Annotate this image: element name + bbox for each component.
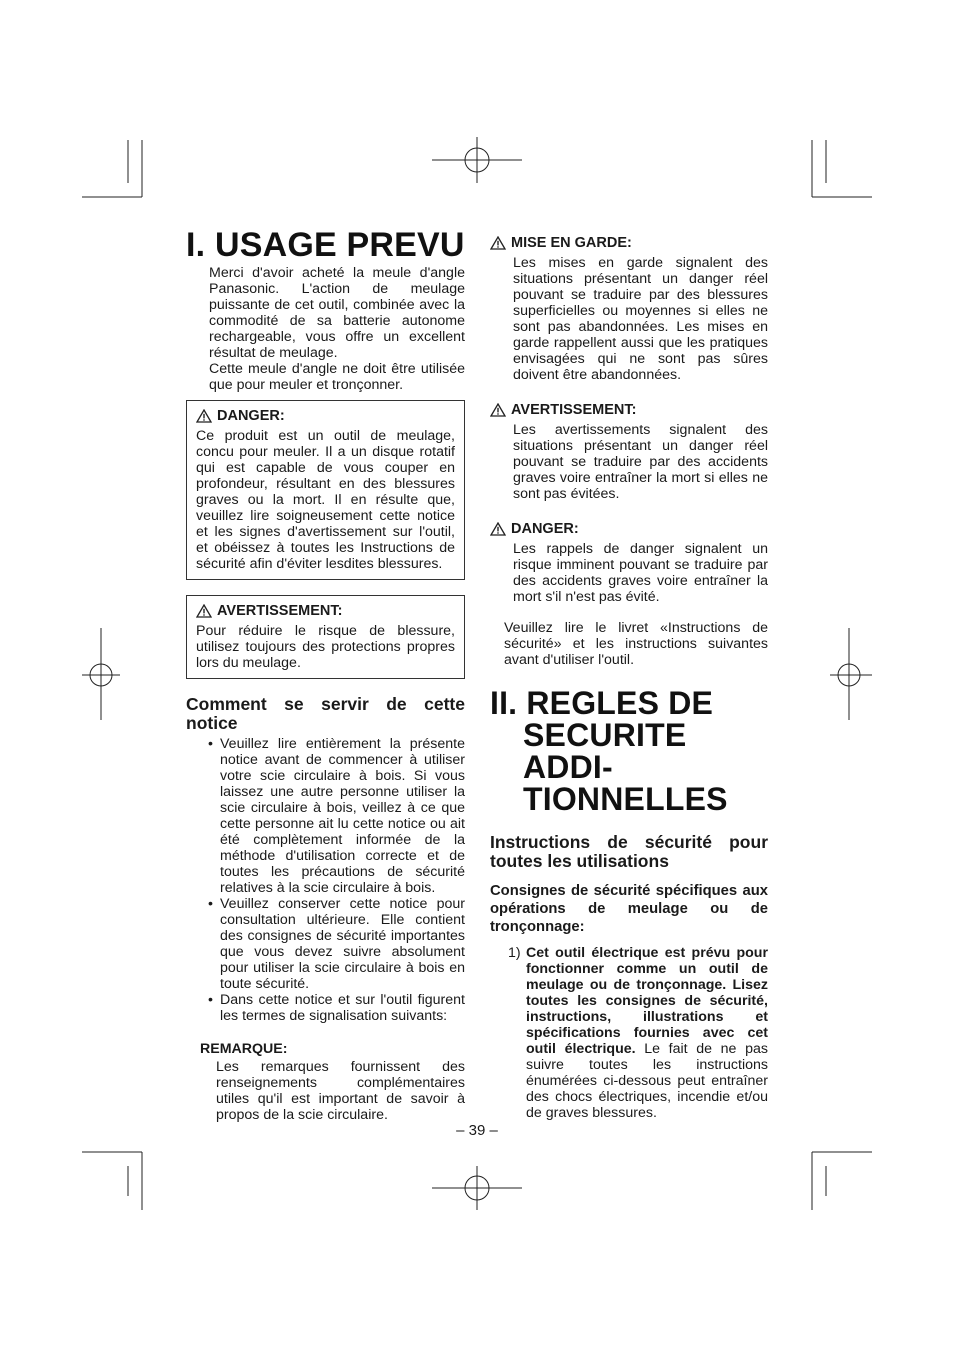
warning-box-text: Pour réduire le risque de blessure, utilisez toujours des protections propres lors du meulage. [196, 623, 455, 671]
list-item: • Veuillez conserver cette notice pour consultation ultérieure. Elle contient des consignes de sécurité importantes que vous devez suivre absolument pour utiliser la scie circulaire à bois en toute sécurité. [208, 896, 465, 992]
remarque-text: Les remarques fournissent des renseignements complémentaires utiles qu'il est important de savoir à propos de la scie circulaire. [216, 1059, 465, 1123]
heading-usage-prevu: I. USAGE PREVU [186, 226, 465, 264]
danger-text: Les rappels de danger signalent un risque imminent pouvant se traduire par des accidents graves voire entraîner la mort s'il n'est pas évité. [513, 541, 768, 605]
danger-title [490, 520, 768, 538]
item-paragraph [526, 945, 768, 1121]
list-item: • Dans cette notice et sur l'outil figurent les termes de signalisation suivants: [208, 992, 465, 1024]
item-text: Le fait de ne pas suivre toutes les instructions énumérées ci-dessous peut entraîner des chocs électriques, incendie et/ou de graves blessures. [526, 1041, 768, 1121]
danger-box-text: Ce produit est un outil de meulage, concu pour meuler. Il a un disque rotatif qui est capable de vous couper en profondeur, résultant en des blessures graves ou la mort. Il en résulte que, veuillez lire soigneusement cette notice et les signes d'avertissement sur l'outil, et obéissez à toutes les Instructions de sécurité afin d'éviter lesdites blessures. [196, 428, 455, 572]
warning-box-label: AVERTISSEMENT: [217, 603, 343, 619]
consignes-heading: Consignes de sécurité spécifiques aux opérations de meulage ou de tronçonnage: [490, 883, 768, 935]
read-note: Veuillez lire le livret «Instructions de sécurité» et les instructions suivantes avant d'utiliser l'outil. [504, 620, 768, 668]
danger-label: DANGER: [511, 521, 579, 537]
bullet-list [208, 736, 465, 1024]
warning-triangle-icon [490, 236, 506, 250]
warning-box [186, 595, 465, 679]
warning-triangle-icon [196, 409, 212, 423]
heading-regles-line-2: SECURITE ADDI- [523, 717, 687, 785]
left-column [186, 226, 465, 1123]
item-bold-text: Cet outil électrique est prévu pour fonctionner comme un outil de meulage ou de tronçonnage. Lisez toutes les consignes de sécurité, instructions, illustrations et spécifications fournies avec cet outil électrique. [526, 945, 768, 1057]
warning-triangle-icon [196, 604, 212, 618]
mise-en-garde-text: Les mises en garde signalent des situations présentant un danger réel pouvant se traduire par des blessures superficielles ou moyennes si elles ne sont pas abandonnées. Les mises en garde rappellent aussi que les pratiques envisagées qui ne sont pas sûres doivent être abandonnées. [513, 255, 768, 383]
sub-heading-instructions: Instructions de sécurité pour toutes les utilisations [490, 832, 768, 871]
warning-triangle-icon [490, 522, 506, 536]
heading-regles [490, 687, 768, 815]
list-item: • Veuillez lire entièrement la présente notice avant de commencer à utiliser votre scie circulaire à bois. Si vous laissez une autre personne utiliser la scie circulaire à bois, veillez à ce que cette personne ait lu cette notice ou ait été complètement informée de la méthode d'utilisation correcte et de toutes les précautions de sécurité relatives à la scie circulaire à bois. [208, 736, 465, 896]
danger-box-title [196, 407, 455, 425]
item-number: 1) [508, 945, 521, 961]
warning-triangle-icon [490, 403, 506, 417]
intro-paragraph-1: Merci d'avoir acheté la meule d'angle Panasonic. L'action de meulage puissante de cet outil, combinée avec la commodité de sa batterie autonome rechargeable, vous offre un excellent résultat de meulage. [209, 265, 465, 361]
intro [209, 265, 465, 393]
avertissement-title [490, 401, 768, 419]
mise-en-garde-label: MISE EN GARDE: [511, 235, 632, 251]
mise-en-garde-title [490, 234, 768, 252]
heading-regles-line-1: II. REGLES DE [490, 685, 714, 721]
heading-regles-line-3: TIONNELLES [523, 781, 728, 817]
page-number: – 39 – [456, 1122, 498, 1139]
list-item [508, 945, 768, 1121]
danger-box-label: DANGER: [217, 408, 285, 424]
howto-heading: Comment se servir de cette notice [186, 694, 465, 733]
intro-paragraph-2: Cette meule d'angle ne doit être utilisée que pour meuler et tronçonner. [209, 361, 465, 393]
avertissement-text: Les avertissements signalent des situations présentant un danger réel pouvant se traduire par des accidents graves voire entraîner la mort si elles ne sont pas évitées. [513, 422, 768, 502]
right-column [490, 234, 768, 1121]
remarque-label: REMARQUE: [200, 1041, 288, 1057]
avertissement-label: AVERTISSEMENT: [511, 402, 637, 418]
danger-box [186, 400, 465, 580]
warning-box-title [196, 602, 455, 620]
